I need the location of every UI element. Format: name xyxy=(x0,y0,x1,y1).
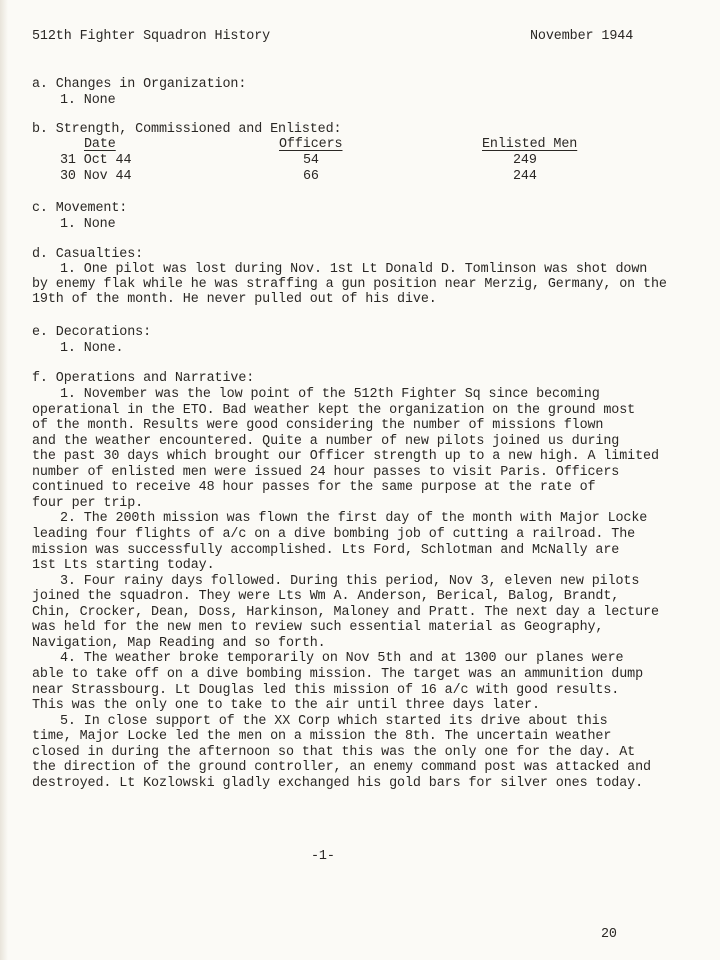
section-e-item: 1. None. xyxy=(60,341,124,356)
section-e-heading: e. Decorations: xyxy=(32,325,152,340)
section-f-heading: f. Operations and Narrative: xyxy=(32,371,255,386)
narrative-line: 2. The 200th mission was flown the first day of the month with Major Locke xyxy=(60,511,648,527)
section-b-heading: b. Strength, Commissioned and Enlisted: xyxy=(32,122,342,137)
section-a-item: 1. None xyxy=(60,93,116,108)
narrative-line: operational in the ETO. Bad weather kept the organization on the ground most xyxy=(32,402,636,418)
narrative-line: number of enlisted men were issued 24 hour passes to visit Paris. Officers xyxy=(32,464,620,480)
narrative-line: 4. The weather broke temporarily on Nov 5th and at 1300 our planes were xyxy=(60,651,624,667)
page-edge-shadow xyxy=(0,0,8,960)
table-cell-officers: 54 xyxy=(303,153,319,168)
section-d-line: 1. One pilot was lost during Nov. 1st Lt Donald D. Tomlinson was shot down xyxy=(60,262,648,277)
narrative-line: Chin, Crocker, Dean, Doss, Harkinson, Maloney and Pratt. The next day a lecture xyxy=(32,604,659,620)
table-cell-officers: 66 xyxy=(303,169,319,184)
section-d-heading: d. Casualties: xyxy=(32,247,144,262)
narrative-line: near Strassbourg. Lt Douglas led this mission of 16 a/c with good results. xyxy=(32,682,620,698)
narrative-line: four per trip. xyxy=(32,495,144,511)
section-c-heading: c. Movement: xyxy=(32,201,128,216)
narrative-line: 3. Four rainy days followed. During this period, Nov 3, eleven new pilots xyxy=(60,573,640,589)
section-d-line: 19th of the month. He never pulled out of his dive. xyxy=(32,292,437,307)
narrative-line: destroyed. Lt Kozlowski gladly exchanged his gold bars for silver ones today. xyxy=(32,775,644,791)
page-marker: -1- xyxy=(311,849,335,864)
narrative-line: the past 30 days which brought our Officer strength up to a new high. A limited xyxy=(32,449,659,465)
narrative-line: was held for the new men to review such essential material as Geography, xyxy=(32,620,604,636)
section-a-heading: a. Changes in Organization: xyxy=(32,77,247,92)
document-date: November 1944 xyxy=(530,29,634,44)
narrative-line: closed in during the afternoon so that this was the only one for the day. At xyxy=(32,744,636,760)
narrative-line: able to take off on a dive bombing mission. The target was an ammunition dump xyxy=(32,666,644,682)
column-header-date: Date xyxy=(84,137,116,152)
narrative-line: and the weather encountered. Quite a number of new pilots joined us during xyxy=(32,433,620,449)
column-header-enlisted: Enlisted Men xyxy=(482,137,578,152)
table-cell-enlisted: 244 xyxy=(513,169,537,184)
narrative-line: of the month. Results were good considering the number of missions flown xyxy=(32,418,604,434)
narrative-line: continued to receive 48 hour passes for the same purpose at the rate of xyxy=(32,480,596,496)
narrative-line: leading four flights of a/c on a dive bombing job of cutting a railroad. The xyxy=(32,527,636,542)
narrative-line: 1st Lts starting today. xyxy=(32,558,215,573)
narrative-line: 5. In close support of the XX Corp which started its drive about this xyxy=(60,713,608,729)
document-title: 512th Fighter Squadron History xyxy=(32,29,271,44)
section-c-item: 1. None xyxy=(60,217,116,232)
table-cell-date: 31 Oct 44 xyxy=(60,153,132,168)
section-d-line: by enemy flak while he was straffing a gun position near Merzig, Germany, on the xyxy=(32,277,667,292)
narrative-line: This was the only one to take to the air until three days later. xyxy=(32,698,540,713)
narrative-line: time, Major Locke led the men on a mission the 8th. The uncertain weather xyxy=(32,729,612,745)
narrative-line: the direction of the ground controller, an enemy command post was attacked and xyxy=(32,760,651,776)
narrative-line: mission was successfully accomplished. Lts Ford, Schlotman and McNally are xyxy=(32,542,620,558)
narrative-line: Navigation, Map Reading and so forth. xyxy=(32,635,326,651)
page-number: 20 xyxy=(601,927,617,942)
table-cell-enlisted: 249 xyxy=(513,153,537,168)
column-header-officers: Officers xyxy=(279,137,343,152)
table-cell-date: 30 Nov 44 xyxy=(60,169,132,184)
narrative-line: joined the squadron. They were Lts Wm A. Anderson, Berical, Balog, Brandt, xyxy=(32,589,620,605)
narrative-line: 1. November was the low point of the 512th Fighter Sq since becoming xyxy=(60,387,600,402)
